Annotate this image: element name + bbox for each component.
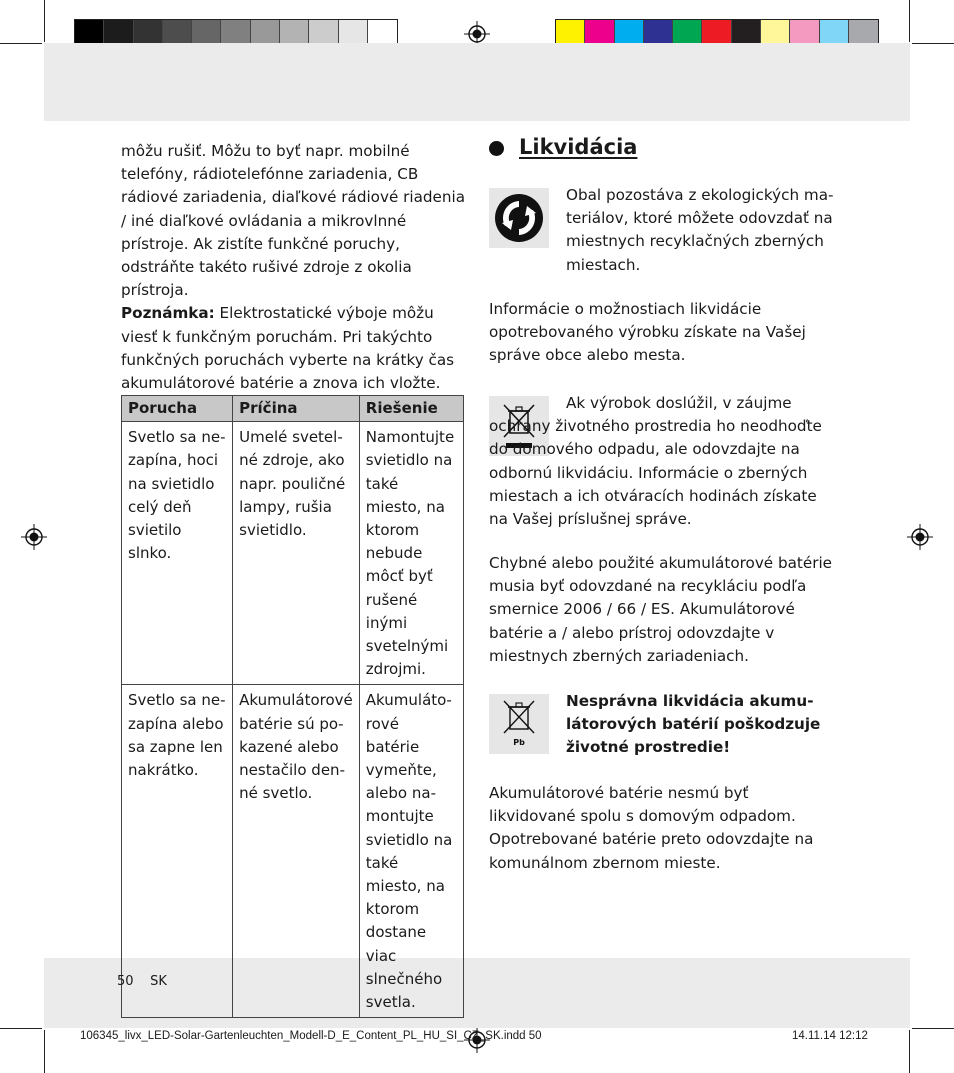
bullet-icon <box>489 141 504 156</box>
battery-disposal-text: Akumulátorové batérie nesmú byť likvidované spolu s domovým odpadom. Opotrebované batérie preto odovzdajte na komunálnom zbernom mieste. <box>489 784 814 872</box>
left-column <box>121 140 466 395</box>
battery-recycling-text: Chybné alebo použité akumulátorové batérie musia byť odovzdané na recykláciu podľa smernice 2006 / 66 / ES. Akumulátorové batérie a / alebo prístroj odovzdajte v miestnych zberných zariadeniach. <box>489 554 833 665</box>
crop-mark <box>909 1030 910 1073</box>
note-label: Poznámka: <box>121 304 215 323</box>
page-number: 50 <box>117 974 134 989</box>
crop-mark <box>0 1028 42 1029</box>
right-column <box>489 130 834 872</box>
battery-bin-icon <box>489 694 549 754</box>
troubleshooting-table <box>121 395 464 1018</box>
table-row <box>122 685 464 1018</box>
page-footer <box>117 974 167 989</box>
registration-mark-icon <box>21 524 47 550</box>
table-cell: Svetlo sa nezapína, hoci na svietidlo celý deň svietilo slnko. <box>122 422 233 685</box>
section-title: Likvidácia <box>519 135 638 160</box>
column-header-problem: Porucha <box>122 396 233 422</box>
note-text: Elektrostatické výboje môžu viesť k funkčným poruchám. Pri takýchto funkčných poruchách vyberte na krátky čas akumulátorové batérie a znova ich vložte. <box>121 304 455 393</box>
packaging-text: Obal pozostáva z ekologických materiálov, ktoré môžete odovzdať na miestnych recyklačných zberných miestach. <box>566 186 834 274</box>
weee-paragraph: Ak výrobok doslúžil, v záujme ochrany životného prostredia ho neodhoďte do domového odpadu, ale odovzdajte na odbornú likvidáciu. Informácie o zberných miestach a ich otváracích hodinách získate na Vašej príslušnej správe. <box>489 394 822 529</box>
column-header-solution: Riešenie <box>359 396 463 422</box>
crop-mark <box>0 43 42 44</box>
weee-text <box>489 392 834 531</box>
indd-file-name: 106345_livx_LED-Solar-Gartenleuchten_Modell-D_E_Content_PL_HU_SI_CZ_SK.indd 50 <box>80 1030 542 1042</box>
table-row <box>122 422 464 685</box>
crop-mark <box>909 0 910 42</box>
disposal-info-text: Informácie o možnostiach likvidácie opotrebovaného výrobku získate na Vašej správe obce alebo mesta. <box>489 300 806 365</box>
table-cell: Akumulátorové batérie vymeňte, alebo namontujte svietidlo na také miesto, na ktorom dostane viac slnečného svetla. <box>359 685 463 1018</box>
section-heading <box>489 130 834 166</box>
column-header-cause: Príčina <box>233 396 360 422</box>
table-cell: Svetlo sa nezapína alebo sa zapne len nakrátko. <box>122 685 233 1018</box>
interference-paragraph: môžu rušiť. Môžu to byť napr. mobilné telefóny, rádiotelefónne zariadenia, CB rádiové zariadenia, diaľkové rádiové riadenia / iné diaľkové ovládania a mikrovlnné prístroje. Ak zistíte funkčné poruchy, odstráňte takéto rušivé zdroje z okolia prístroja. <box>121 142 466 300</box>
crop-mark <box>44 1030 45 1073</box>
battery-warning: Nesprávna likvidácia akumulátorových batérií poškodzuje životné prostredie! <box>566 692 821 757</box>
header-band <box>44 43 910 121</box>
table-cell: Umelé svetelné zdroje, ako napr. pouličné lampy, rušia svietidlo. <box>233 422 360 685</box>
crop-mark <box>912 43 954 44</box>
green-dot-icon <box>489 188 549 248</box>
table-cell: Namontujte svietidlo na také miesto, na ktorom nebude môcť byť rušené inými svetelnými zdrojmi. <box>359 422 463 685</box>
language-code: SK <box>150 974 167 989</box>
note-paragraph <box>121 302 466 395</box>
table-cell: Akumulátorové batérie sú pokazené alebo nestačilo denné svetlo. <box>233 685 360 1018</box>
indd-date: 14.11.14 12:12 <box>792 1030 868 1042</box>
pb-label: Pb <box>513 738 525 747</box>
crop-mark <box>44 0 45 42</box>
table-header-row <box>122 396 464 422</box>
crop-mark <box>912 1028 954 1029</box>
registration-mark-icon <box>907 524 933 550</box>
